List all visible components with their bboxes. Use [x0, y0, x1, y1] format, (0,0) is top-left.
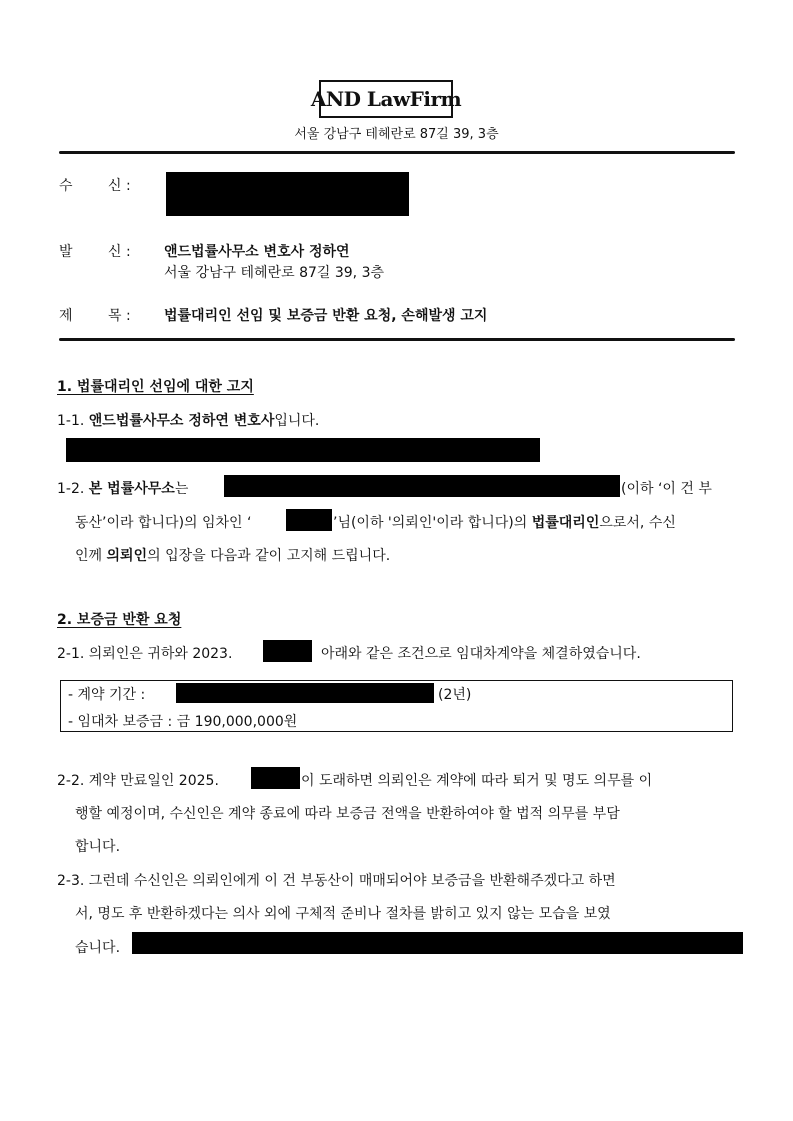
section-1-heading: 1. 법률대리인 선임에 대한 고지 [57, 379, 254, 395]
paragraph-1-1-number: 1-1. [57, 413, 85, 429]
recipient-label-2: 신 : [108, 178, 131, 194]
paragraph-1-2-line-2-c: 으로서, 수신 [599, 515, 676, 531]
paragraph-1-2-line-2-rest [333, 512, 676, 532]
paragraph-1-2-line-3-bold: 의뢰인 [106, 548, 148, 564]
paragraph-1-2-number: 1-2. [57, 481, 85, 497]
paragraph-1-2-line-3-a: 인께 [75, 548, 103, 564]
redaction-2-3 [132, 932, 743, 954]
paragraph-2-1-b: 아래와 같은 조건으로 임대차계약을 체결하였습니다. [321, 646, 641, 662]
paragraph-1-2-b: (이하 ‘이 건 부 [621, 481, 712, 497]
section-2-heading: 2. 보증금 반환 요청 [57, 612, 182, 628]
paragraph-1-2-line-3-b: 의 입장을 다음과 같이 고지해 드립니다. [147, 548, 391, 564]
redaction-property-address [224, 475, 620, 497]
redaction-1-1 [66, 438, 540, 462]
sender-label-2: 신 : [108, 244, 131, 260]
header-rule-bottom [59, 338, 735, 341]
paragraph-1-2-line-3 [75, 545, 390, 565]
paragraph-2-3-line-1: 2-3. 그런데 수신인은 의뢰인에게 이 건 부동산이 매매되어야 보증금을 반환해주겠다고 하면 [57, 873, 616, 889]
recipient-redaction [166, 172, 409, 216]
paragraph-1-2-line-2-a: 동산’이라 합니다)의 임차인 ‘ [75, 515, 252, 531]
paragraph-2-1-a: 2-1. 의뢰인은 귀하와 2023. [57, 646, 233, 662]
paragraph-1-2-line-1 [57, 478, 188, 498]
recipient-label-1: 수 [59, 178, 73, 194]
paragraph-1-2-line-2-b: ’님(이하 '의뢰인'이라 합니다)의 [333, 515, 528, 531]
paragraph-2-2-a: 2-2. 계약 만료일인 2025. [57, 773, 219, 789]
paragraph-1-1-bold: 앤드법률사무소 정하연 변호사 [88, 413, 275, 429]
redaction-contract-term [176, 683, 434, 703]
redaction-client-name [286, 509, 332, 531]
paragraph-2-2-line-2: 행할 예정이며, 수신인은 계약 종료에 따라 보증금 전액을 반환하여야 할 법적 의무를 부담 [75, 806, 620, 822]
paragraph-1-1-tail: 입니다. [274, 413, 320, 429]
contract-term-suffix: (2년) [438, 687, 472, 703]
paragraph-2-2-b: 이 도래하면 의뢰인은 계약에 따라 퇴거 및 명도 의무를 이 [301, 773, 653, 789]
subject-label-2: 목 : [108, 308, 131, 324]
redaction-expiry-date [251, 767, 300, 789]
paragraph-2-2-line-3: 합니다. [75, 839, 121, 855]
sender-label-1: 발 [59, 244, 73, 260]
paragraph-2-3-line-2: 서, 명도 후 반환하겠다는 의사 외에 구체적 준비나 절차를 밝히고 있지 않는 모습을 보였 [75, 906, 611, 922]
subject-text: 법률대리인 선임 및 보증금 반환 요청, 손해발생 고지 [164, 308, 488, 324]
sender-name: 앤드법률사무소 변호사 정하연 [164, 244, 350, 260]
paragraph-2-3-line-3: 습니다. [75, 940, 121, 956]
deposit-amount: - 임대차 보증금 : 금 190,000,000원 [68, 714, 298, 730]
redaction-contract-date [263, 640, 312, 662]
contract-term-label: - 계약 기간 : [68, 687, 146, 703]
paragraph-1-2-a: 는 [174, 481, 189, 497]
paragraph-1-2-bold: 본 법률사무소 [88, 481, 175, 497]
firm-logo-text: AND LawFirm [310, 87, 462, 111]
paragraph-1-2-line-2-bold: 법률대리인 [531, 515, 600, 531]
firm-address: 서울 강남구 테헤란로 87길 39, 3층 [294, 127, 499, 142]
header-rule-top [59, 151, 735, 154]
firm-logo [310, 80, 462, 118]
sender-address: 서울 강남구 테헤란로 87길 39, 3층 [164, 265, 385, 281]
subject-label-1: 제 [59, 308, 73, 324]
paragraph-1-1 [57, 410, 319, 430]
